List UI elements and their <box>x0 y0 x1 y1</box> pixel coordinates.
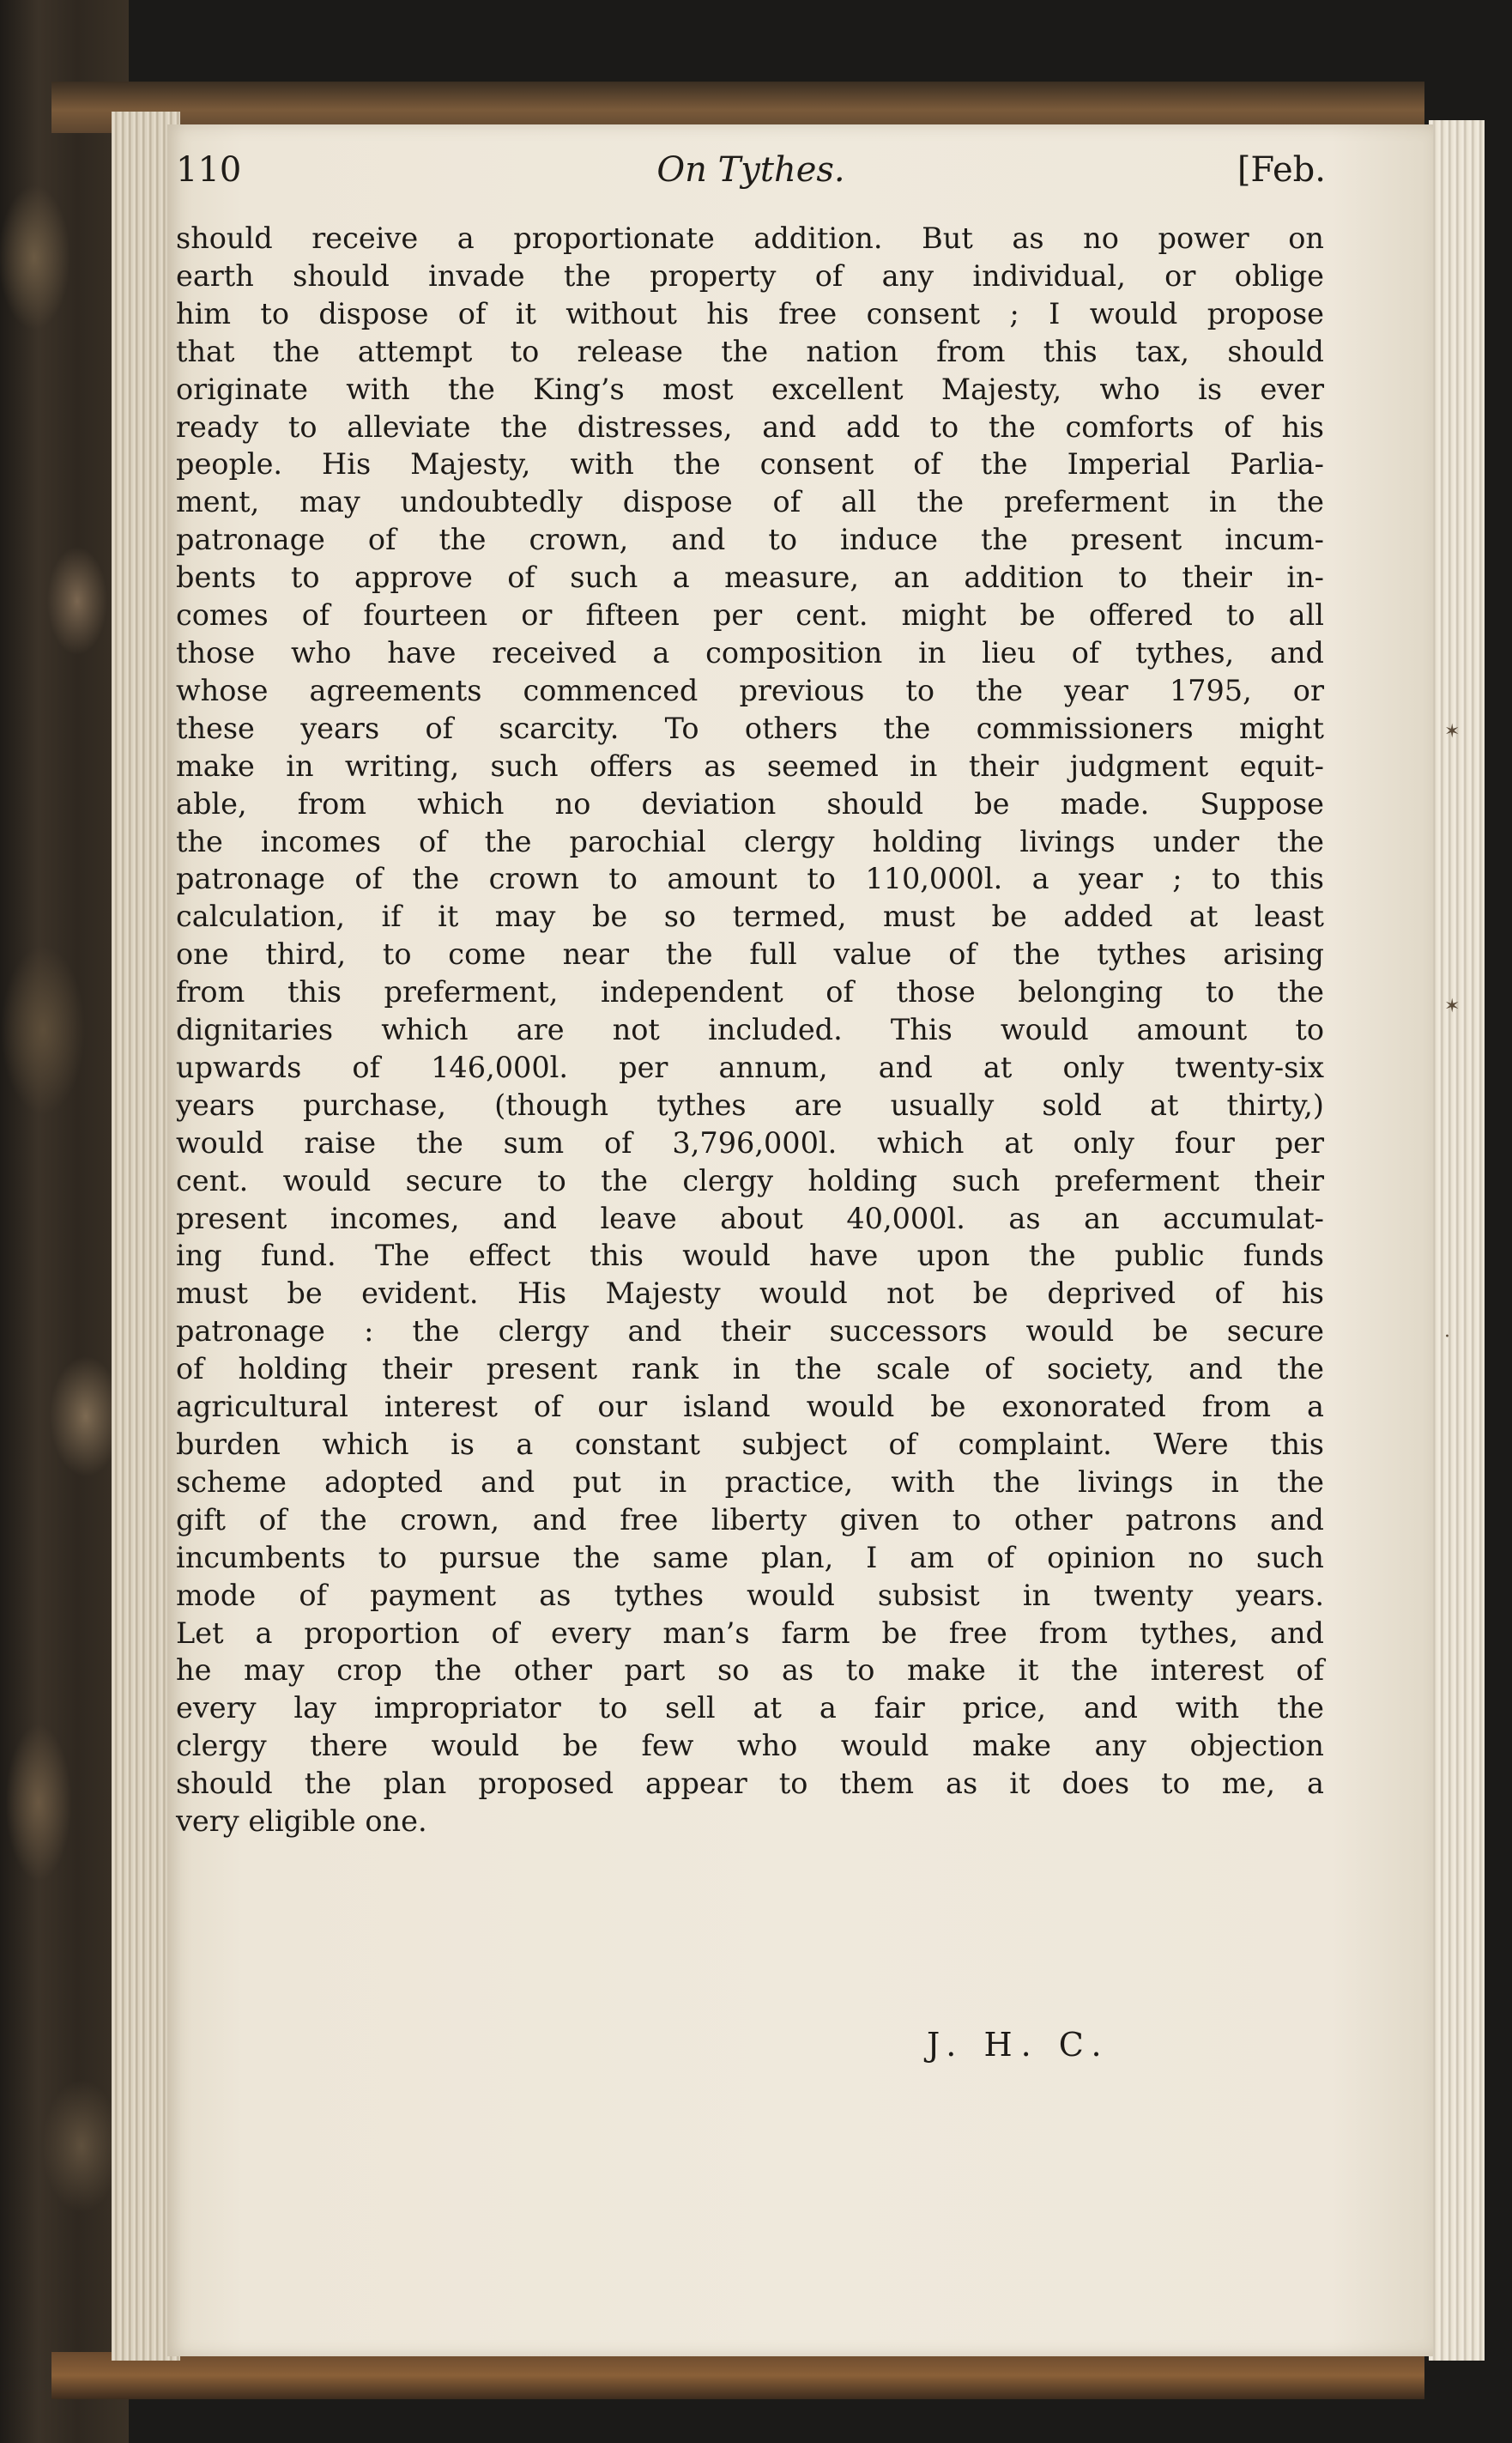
text-line: should the plan proposed appear to them as it does to me, a <box>176 1767 1324 1801</box>
text-line: very eligible one. <box>176 1804 427 1839</box>
text-line: dignitaries which are not included. This would amount to <box>176 1013 1324 1047</box>
page-number: 110 <box>176 150 242 190</box>
text-line: years purchase, (though tythes are usually sold at thirty,) <box>176 1088 1324 1122</box>
text-line: ing fund. The effect this would have upon the public funds <box>176 1239 1324 1273</box>
text-line: would raise the sum of 3,796,000l. which at only four per <box>176 1125 1324 1160</box>
text-line: earth should invade the property of any individual, or oblige <box>176 258 1324 293</box>
text-line: ment, may undoubtedly dispose of all the preferment in the <box>176 485 1324 519</box>
text-line: originate with the King’s most excellent Majesty, who is ever <box>176 372 1324 406</box>
text-line: people. His Majesty, with the consent of the Imperial Parlia- <box>176 447 1324 482</box>
margin-stain: · <box>1444 1326 1450 1348</box>
text-line: that the attempt to release the nation from this tax, should <box>176 334 1324 368</box>
text-line: calculation, if it may be so termed, must be added at least <box>176 900 1324 934</box>
text-line: mode of payment as tythes would subsist in twenty years. <box>176 1578 1324 1612</box>
marbled-cover-board <box>0 0 129 2443</box>
text-line: patronage : the clergy and their successors would be secure <box>176 1314 1324 1349</box>
text-line: he may crop the other part so as to make it the interest of <box>176 1653 1324 1688</box>
running-section: [Feb. <box>1237 150 1326 190</box>
text-line: must be evident. His Majesty would not be deprived of his <box>176 1276 1324 1311</box>
author-signature: J. H. C. <box>927 2026 1110 2064</box>
text-line: the incomes of the parochial clergy holding livings under the <box>176 824 1324 858</box>
text-line: clergy there would be few who would make any objection <box>176 1729 1324 1763</box>
text-line: him to dispose of it without his free consent ; I would propose <box>176 296 1324 330</box>
text-line: Let a proportion of every man’s farm be free from tythes, and <box>176 1616 1324 1650</box>
text-line: whose agreements commenced previous to the year 1795, or <box>176 673 1324 707</box>
text-line: ready to alleviate the distresses, and add to the comforts of his <box>176 409 1324 444</box>
text-line: cent. would secure to the clergy holding such preferment their <box>176 1163 1324 1197</box>
text-line: gift of the crown, and free liberty given to other patrons and <box>176 1502 1324 1537</box>
text-line: these years of scarcity. To others the commissioners might <box>176 711 1324 745</box>
text-line: agricultural interest of our island would be exonorated from a <box>176 1390 1324 1424</box>
text-line: should receive a proportionate addition. But as no power on <box>176 221 1324 255</box>
margin-stain: ✶ <box>1444 721 1461 743</box>
text-line: those who have received a composition in lieu of tythes, and <box>176 635 1324 670</box>
text-line: comes of fourteen or fifteen per cent. might be offered to all <box>176 598 1324 633</box>
text-line: scheme adopted and put in practice, with the livings in the <box>176 1464 1324 1499</box>
text-line: upwards of 146,000l. per annum, and at only twenty-six <box>176 1050 1324 1084</box>
text-line: of holding their present rank in the scale of society, and the <box>176 1352 1324 1386</box>
text-line: incumbents to pursue the same plan, I am of opinion no such <box>176 1540 1324 1574</box>
text-line: patronage of the crown, and to induce the present incum- <box>176 523 1324 557</box>
text-line: able, from which no deviation should be made. Suppose <box>176 786 1324 821</box>
running-title: On Tythes. <box>656 150 845 190</box>
text-line: one third, to come near the full value of the tythes arising <box>176 937 1324 972</box>
text-line: patronage of the crown to amount to 110,000l. a year ; to this <box>176 862 1324 896</box>
text-line: from this preferment, independent of those belonging to the <box>176 975 1324 1009</box>
leather-edge-bottom <box>51 2352 1424 2399</box>
text-line: burden which is a constant subject of complaint. Were this <box>176 1428 1324 1461</box>
article-body <box>176 220 1324 1840</box>
text-line: every lay impropriator to sell at a fair price, and with the <box>176 1691 1324 1725</box>
running-head <box>176 150 1326 202</box>
margin-stain: ✶ <box>1444 996 1461 1017</box>
page-stack-right <box>1429 120 1485 2361</box>
text-line: make in writing, such offers as seemed in their judgment equit- <box>176 749 1324 783</box>
text-line: present incomes, and leave about 40,000l. as an accumulat- <box>176 1201 1324 1235</box>
text-line: bents to approve of such a measure, an addition to their in- <box>176 561 1324 595</box>
